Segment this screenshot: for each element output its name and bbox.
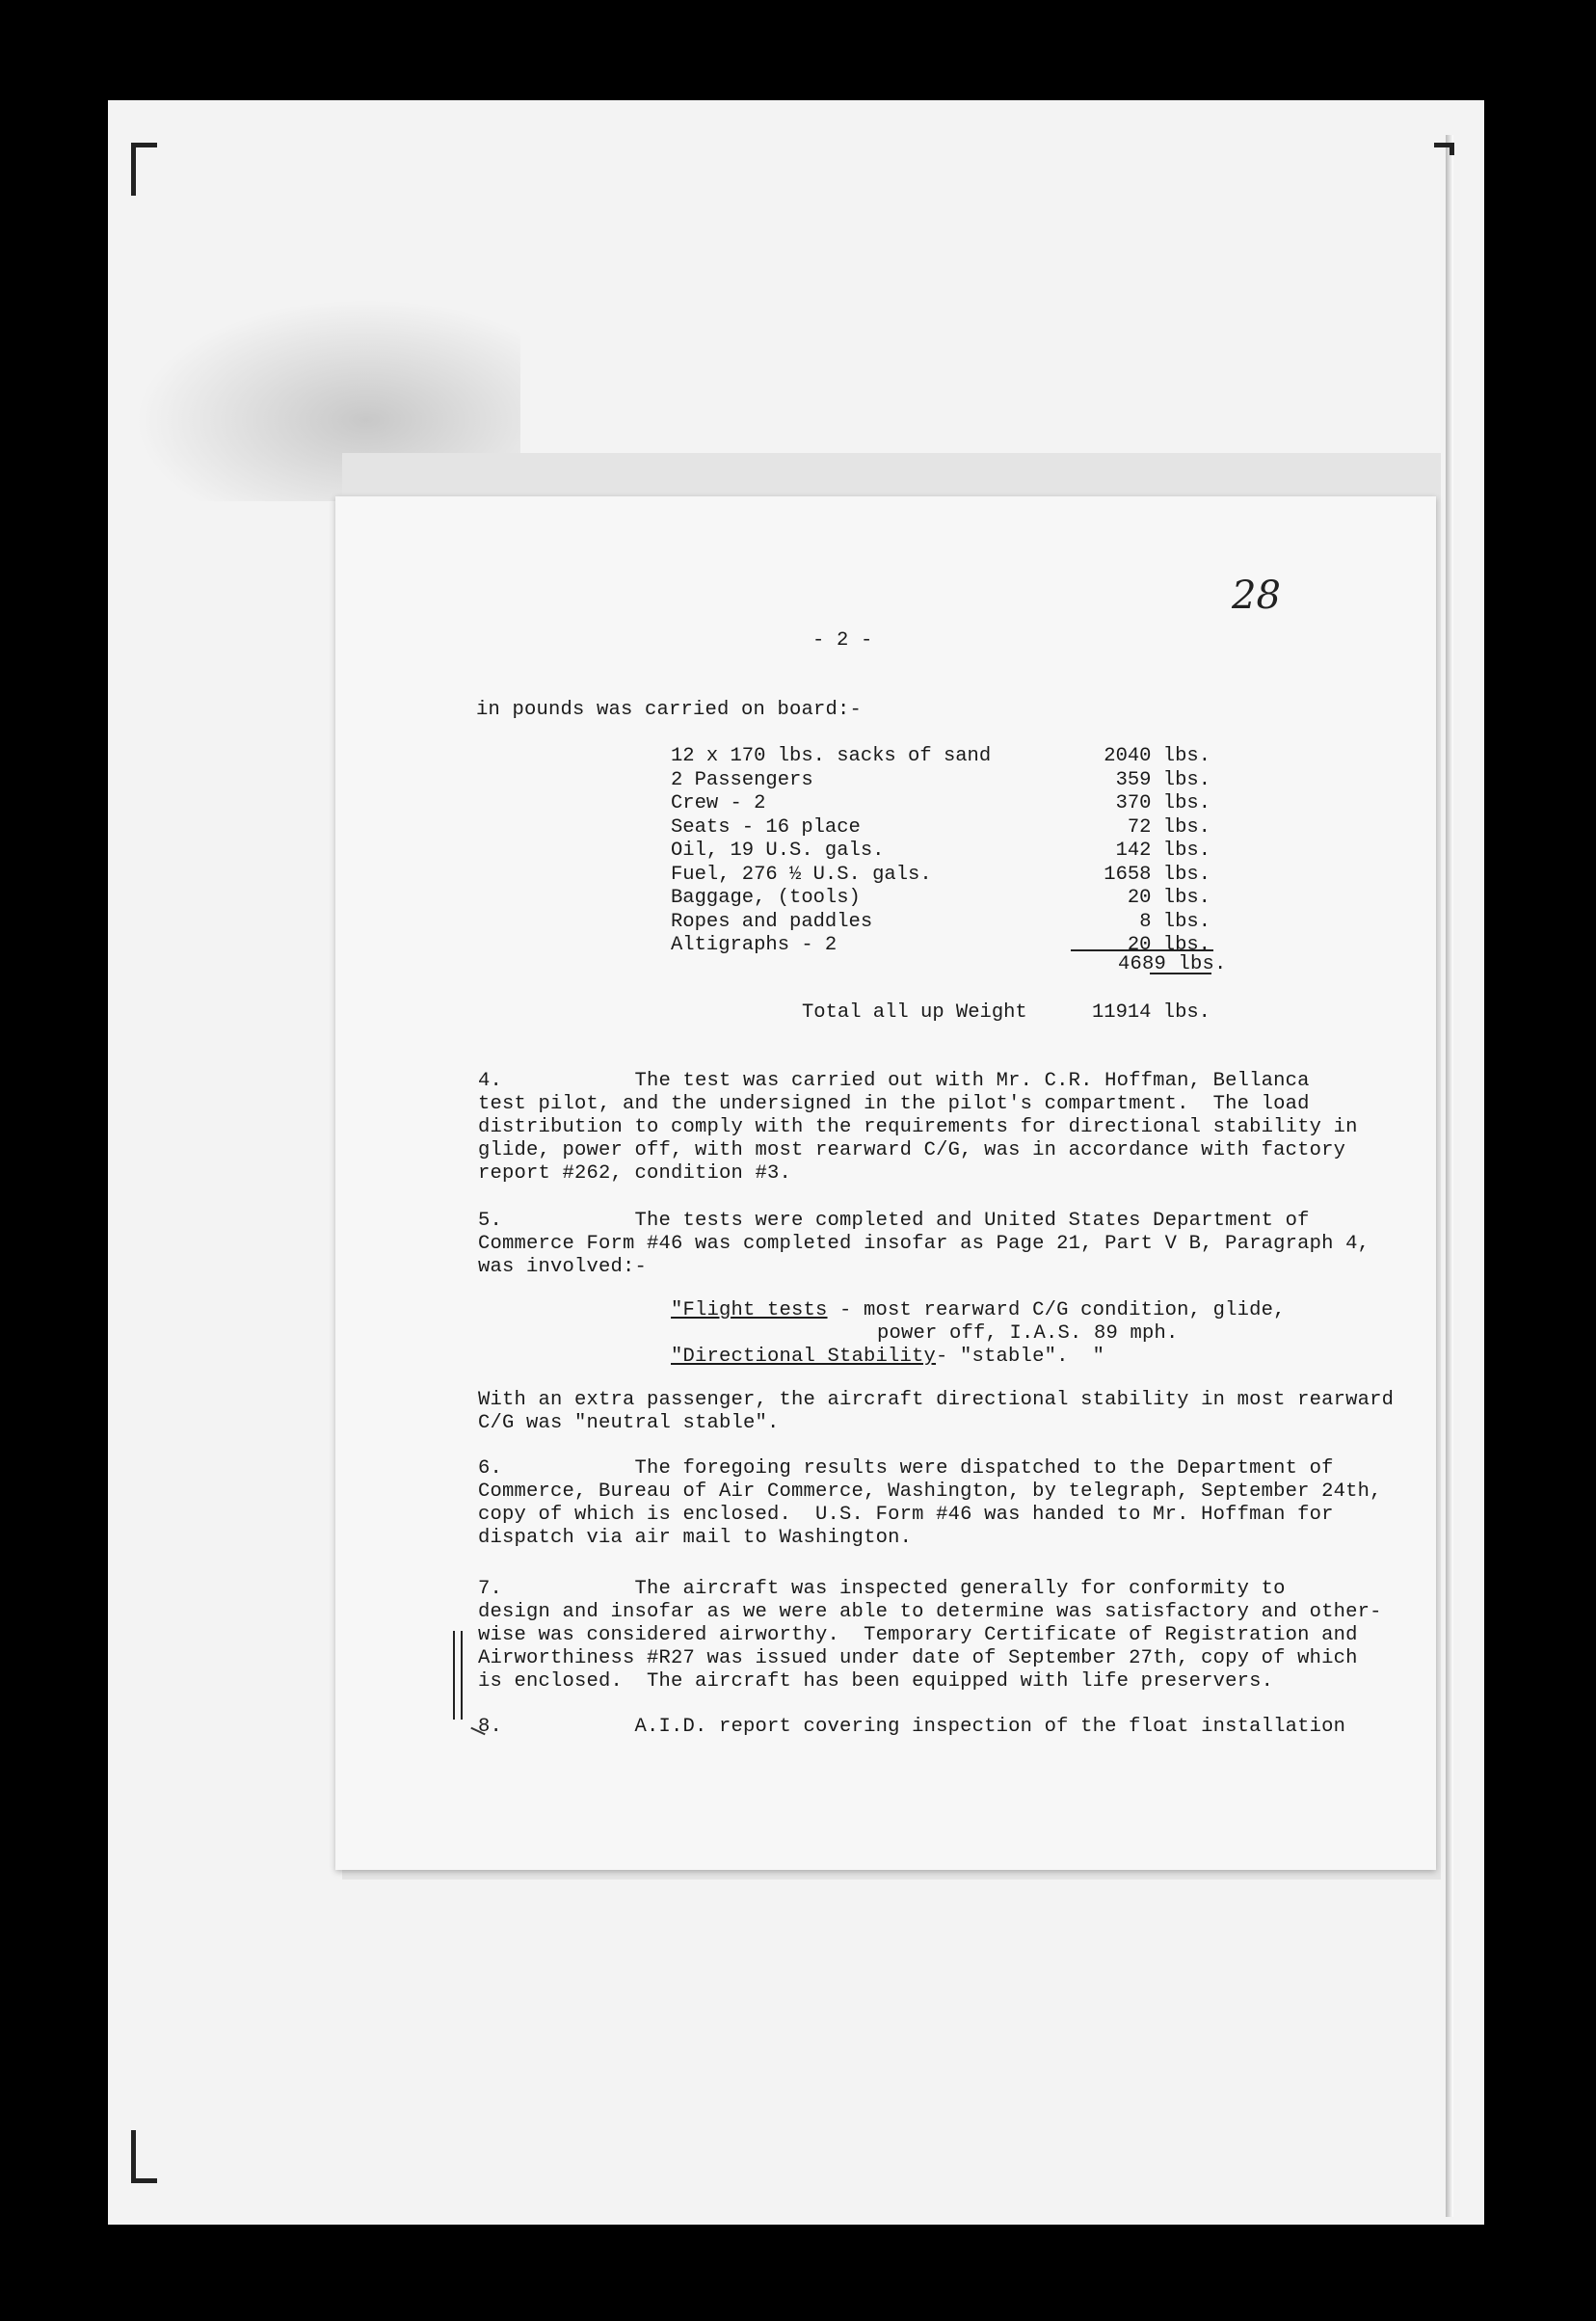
load-item-value: 370 lbs. — [1115, 792, 1210, 814]
load-item-value: 1658 lbs. — [1104, 863, 1210, 886]
load-item-label: Baggage, (tools) — [671, 887, 861, 909]
para7-line: design and insofar as we were able to determine was satisfactory and other- — [478, 1601, 1382, 1623]
para7-line: wise was considered airworthy. Temporary Certificate of Registration and — [478, 1624, 1358, 1646]
quote-dir-label: "Directional Stability — [671, 1346, 937, 1368]
total-value: 11914 lbs. — [1091, 1001, 1210, 1024]
load-item-label: Fuel, 276 ½ U.S. gals. — [671, 863, 932, 886]
quote-flight-text: - most rearward C/G condition, glide, — [827, 1299, 1286, 1321]
para4-line: report #262, condition #3. — [478, 1162, 792, 1185]
load-item-row — [671, 911, 1210, 935]
load-item-row — [671, 864, 1210, 888]
intro-line: in pounds was carried on board:- — [476, 699, 863, 721]
load-item-row — [671, 887, 1210, 911]
handwritten-folio-number: 28 — [1232, 574, 1281, 618]
load-item-value: 8 lbs. — [1139, 910, 1210, 933]
para6-line: Commerce, Bureau of Air Commerce, Washington, by telegraph, September 24th, — [478, 1481, 1382, 1503]
load-item-label: Seats - 16 place — [671, 815, 861, 839]
paragraph-8: 8. A.I.D. report covering inspection of the float installation — [478, 1716, 1346, 1738]
subtotal-rule — [1071, 949, 1213, 951]
load-item-row — [671, 816, 1210, 840]
load-item-label: Oil, 19 U.S. gals. — [671, 840, 885, 862]
para4-line: test pilot, and the undersigned in the pilot's compartment. The load — [478, 1093, 1310, 1115]
load-items-list — [671, 745, 1210, 958]
load-item-label: Ropes and paddles — [671, 910, 873, 933]
load-item-value: 72 lbs. — [1127, 815, 1210, 839]
load-item-value: 142 lbs. — [1115, 840, 1210, 862]
crop-mark-bottom-left — [131, 2130, 157, 2183]
para5-line: 5. The tests were completed and United States Department of — [478, 1210, 1310, 1232]
quote-flight-text-2: power off, I.A.S. 89 mph. — [877, 1322, 1179, 1345]
para6-line: dispatch via air mail to Washington. — [478, 1527, 913, 1549]
para4-line: 4. The test was carried out with Mr. C.R. Hoffman, Bellanca — [478, 1070, 1310, 1092]
subtotal-value: 4689 lbs. — [1118, 953, 1227, 975]
quote-flight-tests — [671, 1299, 1286, 1322]
load-item-row — [671, 769, 1210, 793]
para6-line: copy of which is enclosed. U.S. Form #46 was handed to Mr. Hoffman for — [478, 1504, 1334, 1526]
para7-line: is enclosed. The aircraft has been equipped with life preservers. — [478, 1670, 1274, 1693]
para7-line: Airworthiness #R27 was issued under date of September 27th, copy of which — [478, 1647, 1358, 1669]
crop-mark-top-right — [1434, 143, 1454, 155]
load-item-label: Altigraphs - 2 — [671, 934, 838, 956]
load-item-value: 20 lbs. — [1127, 887, 1210, 909]
extra-line: C/G was "neutral stable". — [478, 1412, 780, 1434]
extra-line: With an extra passenger, the aircraft directional stability in most rearward — [478, 1389, 1395, 1411]
page-fold-edge — [1446, 135, 1453, 2217]
load-item-label: 12 x 170 lbs. sacks of sand — [671, 745, 992, 767]
para5-line: Commerce Form #46 was completed insofar as Page 21, Part V B, Paragraph 4, — [478, 1233, 1370, 1255]
document-page — [335, 496, 1436, 1870]
margin-bracket-mark — [453, 1631, 463, 1720]
para4-line: distribution to comply with the requirements for directional stability in — [478, 1116, 1358, 1138]
load-item-value: 20 lbs. — [1127, 934, 1210, 956]
para6-line: 6. The foregoing results were dispatched to the Department of — [478, 1457, 1334, 1480]
para5-line: was involved:- — [478, 1256, 648, 1278]
crop-mark-top-left — [131, 143, 157, 196]
quote-flight-label: "Flight tests — [671, 1299, 828, 1321]
quote-dir-text: - "stable". " — [936, 1346, 1105, 1368]
subtotal-underline — [1150, 973, 1211, 974]
para4-line: glide, power off, with most rearward C/G, was in accordance with factory — [478, 1139, 1346, 1161]
para7-line: 7. The aircraft was inspected generally for conformity to — [478, 1578, 1286, 1600]
load-item-row — [671, 792, 1210, 816]
quote-directional — [671, 1346, 1104, 1369]
load-item-row — [671, 840, 1210, 864]
load-item-value: 359 lbs. — [1115, 768, 1210, 791]
page-number: - 2 - — [812, 629, 873, 652]
load-item-label: 2 Passengers — [671, 768, 813, 791]
load-item-label: Crew - 2 — [671, 792, 766, 814]
total-label: Total all up Weight — [802, 1001, 1027, 1024]
load-item-value: 2040 lbs. — [1104, 745, 1210, 767]
load-item-row — [671, 745, 1210, 769]
